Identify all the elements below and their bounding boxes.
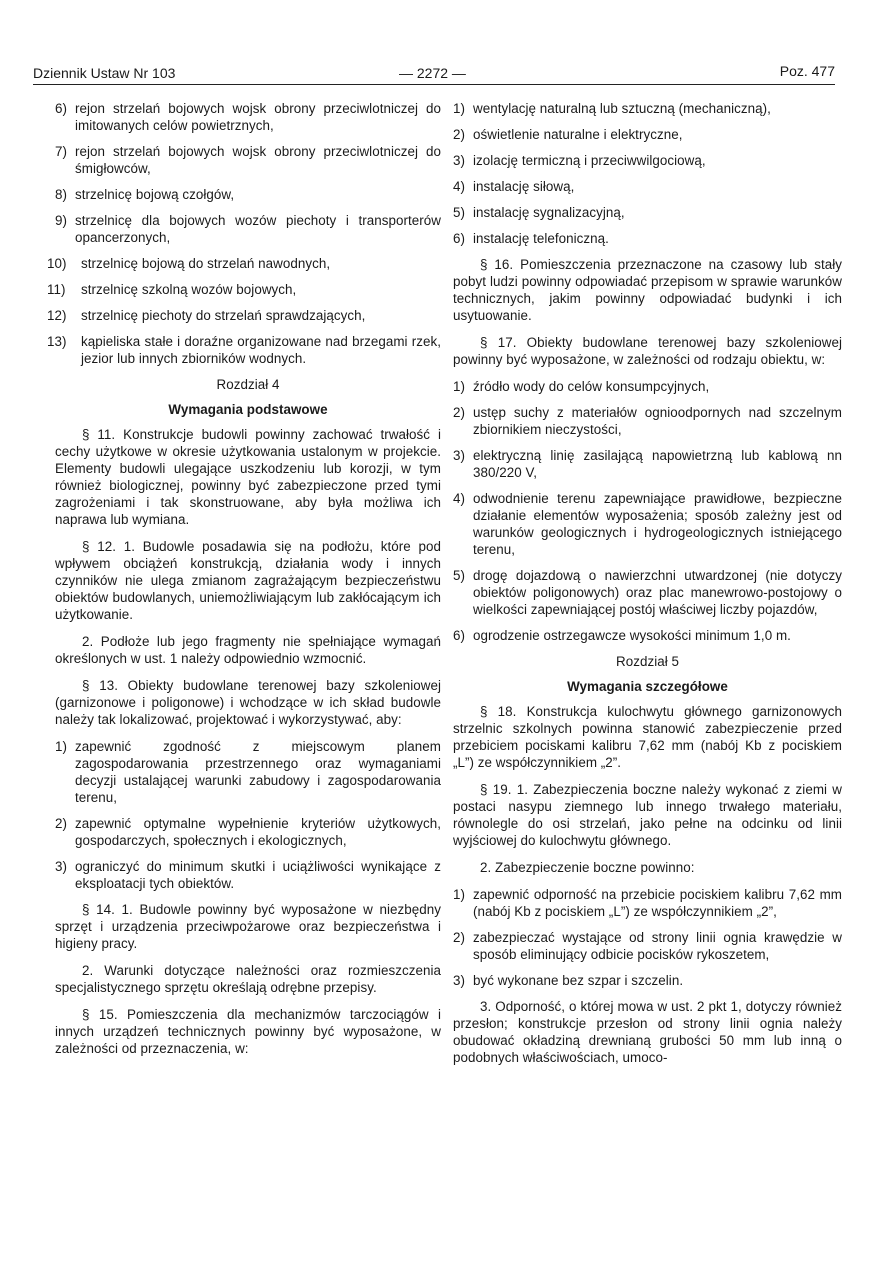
- paragraph-15: § 15. Pomieszczenia dla mechanizmów tarczociągów i innych urządzeń technicznych powinny być wyposażone, w zależności od przeznaczenia, w:: [55, 1007, 441, 1056]
- list-item: 3) elektryczną linię zasilającą napowietrzną lub kablową nn 380/220 V,: [453, 448, 842, 480]
- journal-title: Dziennik Ustaw Nr 103: [33, 65, 176, 81]
- paragraph-11: § 11. Konstrukcje budowli powinny zachować trwałość i cechy użytkowe w okresie użytkowania ustalonym w projekcie. Elementy budowli ulegające uszkodzeniu lub korozji, w tym również biologicznej, powinny być zabezpieczone przed tymi zagrożeniami i tak skonstruowane, aby była możliwa ich naprawa lub wymiana.: [55, 427, 441, 527]
- list-item: 8) strzelnicę bojową czołgów,: [55, 187, 235, 202]
- paragraph-14-1: § 14. 1. Budowle powinny być wyposażone w niezbędny sprzęt i urządzenia przeciwpożarowe oraz bezpieczeństwa i higieny pracy.: [55, 902, 441, 951]
- list-item: 1) zapewnić odporność na przebicie pociskiem kalibru 7,62 mm (nabój Kb z pociskiem „L”) ze współczynnikiem „2”,: [453, 887, 842, 919]
- list-item: 1) wentylację naturalną lub sztuczną (mechaniczną),: [453, 101, 771, 116]
- list-item: 12) strzelnicę piechoty do strzelań sprawdzających,: [47, 308, 366, 323]
- list-item: 2) zabezpieczać wystające od strony linii ognia krawędzie w sposób eliminujący odbicie pocisków rykoszetem,: [453, 930, 842, 962]
- page-number: — 2272 —: [399, 65, 466, 81]
- position-number: Poz. 477: [779, 63, 835, 79]
- list-item: 2) zapewnić optymalne wypełnienie kryteriów użytkowych, gospodarczych, społecznych i ekologicznych,: [55, 816, 441, 848]
- list-item: 6) ogrodzenie ostrzegawcze wysokości minimum 1,0 m.: [453, 628, 791, 643]
- chapter-title: Wymagania podstawowe: [168, 402, 328, 417]
- list-item: 13) kąpieliska stałe i doraźne organizowane nad brzegami rzek, jezior lub innych zbiorników wodnych.: [47, 334, 441, 366]
- list-item: 3) być wykonane bez szpar i szczelin.: [453, 973, 684, 988]
- paragraph-19-3: 3. Odporność, o której mowa w ust. 2 pkt 1, dotyczy również przesłon; konstrukcje przesłon od strony linii ognia należy obudować okładziną drewnianą grubości 50 mm lub inną o podobnych właściwościach, umoco-: [453, 999, 842, 1065]
- right-column: [453, 100, 842, 1076]
- list-item: 4) odwodnienie terenu zapewniające prawidłowe, bezpieczne działanie elementów wyposażenia; sposób zależny jest od warunków geologicznych i hydrogeologicznych istniejącego terenu,: [453, 491, 842, 557]
- list-item: 3) izolację termiczną i przeciwwilgociową,: [453, 153, 706, 168]
- list-item: 2) ustęp suchy z materiałów ognioodpornych nad szczelnym zbiornikiem nieczystości,: [453, 405, 842, 437]
- paragraph-13: § 13. Obiekty budowlane terenowej bazy szkoleniowej (garnizonowe i poligonowe) i wchodzące w ich skład budowle należy tak lokalizować, projektować i wykorzystywać, aby:: [55, 678, 441, 727]
- paragraph-12-2: 2. Podłoże lub jego fragmenty nie spełniające wymagań określonych w ust. 1 należy odpowiednio wzmocnić.: [55, 634, 441, 666]
- paragraph-16: § 16. Pomieszczenia przeznaczone na czasowy lub stały pobyt ludzi powinny odpowiadać przepisom w sprawie warunków technicznych, jakim powinny odpowiadać budynki i ich usytuowanie.: [453, 257, 842, 323]
- chapter-title: Wymagania szczegółowe: [567, 679, 728, 694]
- paragraph-19-2: 2. Zabezpieczenie boczne powinno:: [480, 860, 695, 875]
- page-header: [33, 62, 835, 85]
- list-item: 10) strzelnicę bojową do strzelań nawodnych,: [47, 256, 331, 271]
- list-item: 1) źródło wody do celów konsumpcyjnych,: [453, 379, 710, 394]
- list-item: 3) ograniczyć do minimum skutki i uciążliwości wynikające z eksploatacji tych obiektów.: [55, 859, 441, 891]
- list-item: 5) instalację sygnalizacyjną,: [453, 205, 625, 220]
- paragraph-17: § 17. Obiekty budowlane terenowej bazy szkoleniowej powinny być wyposażone, w zależności od rodzaju obiektu, w:: [453, 335, 842, 367]
- list-item: 6) rejon strzelań bojowych wojsk obrony przeciwlotniczej do imitowanych celów powietrznych,: [55, 101, 441, 133]
- left-column: [47, 100, 441, 1067]
- paragraph-14-2: 2. Warunki dotyczące należności oraz rozmieszczenia specjalistycznego sprzętu określają odrębne przepisy.: [55, 963, 441, 995]
- paragraph-18: § 18. Konstrukcja kulochwytu głównego garnizonowych strzelnic szkolnych powinna stanowić zabezpieczenie przed przebiciem pociskami kalibru 7,62 mm (nabój Kb z pociskiem „L”) ze współczynnikiem „2”.: [453, 704, 842, 770]
- list-item: 9) strzelnicę dla bojowych wozów piechoty i transporterów opancerzonych,: [55, 213, 441, 245]
- paragraph-19-1: § 19. 1. Zabezpieczenia boczne należy wykonać z ziemi w postaci nasypu ziemnego lub innego trwałego materiału, równolegle do osi strzelań, jako pełne na odcinku od linii wyjściowej do kulochwytu głównego.: [453, 782, 842, 848]
- list-item: 5) drogę dojazdową o nawierzchni utwardzonej (nie dotyczy obiektów poligonowych) oraz plac manewrowo-postojowy o wielkości zapewniającej postój właściwej liczby pojazdów,: [453, 568, 842, 617]
- list-item: 6) instalację telefoniczną.: [453, 231, 609, 246]
- list-item: 2) oświetlenie naturalne i elektryczne,: [453, 127, 683, 142]
- list-item: 1) zapewnić zgodność z miejscowym planem zagospodarowania przestrzennego oraz wymaganiami decyzji ustalającej warunki zabudowy i zagospodarowania terenu,: [55, 739, 441, 805]
- list-item: 4) instalację siłową,: [453, 179, 575, 194]
- chapter-label: Rozdział 5: [615, 654, 680, 669]
- list-item: 7) rejon strzelań bojowych wojsk obrony przeciwlotniczej do śmigłowców,: [55, 144, 441, 176]
- paragraph-12-1: § 12. 1. Budowle posadawia się na podłożu, które pod wpływem obciążeń konstrukcją, działania wody i innych czynników nie ulega zmianom zagrażającym bezpieczeństwu obiektów budowlanych, uniemożliwiającym lub zakłócającym ich użytkowanie.: [55, 539, 441, 622]
- chapter-label: Rozdział 4: [216, 377, 280, 392]
- list-item: 11) strzelnicę szkolną wozów bojowych,: [47, 282, 297, 297]
